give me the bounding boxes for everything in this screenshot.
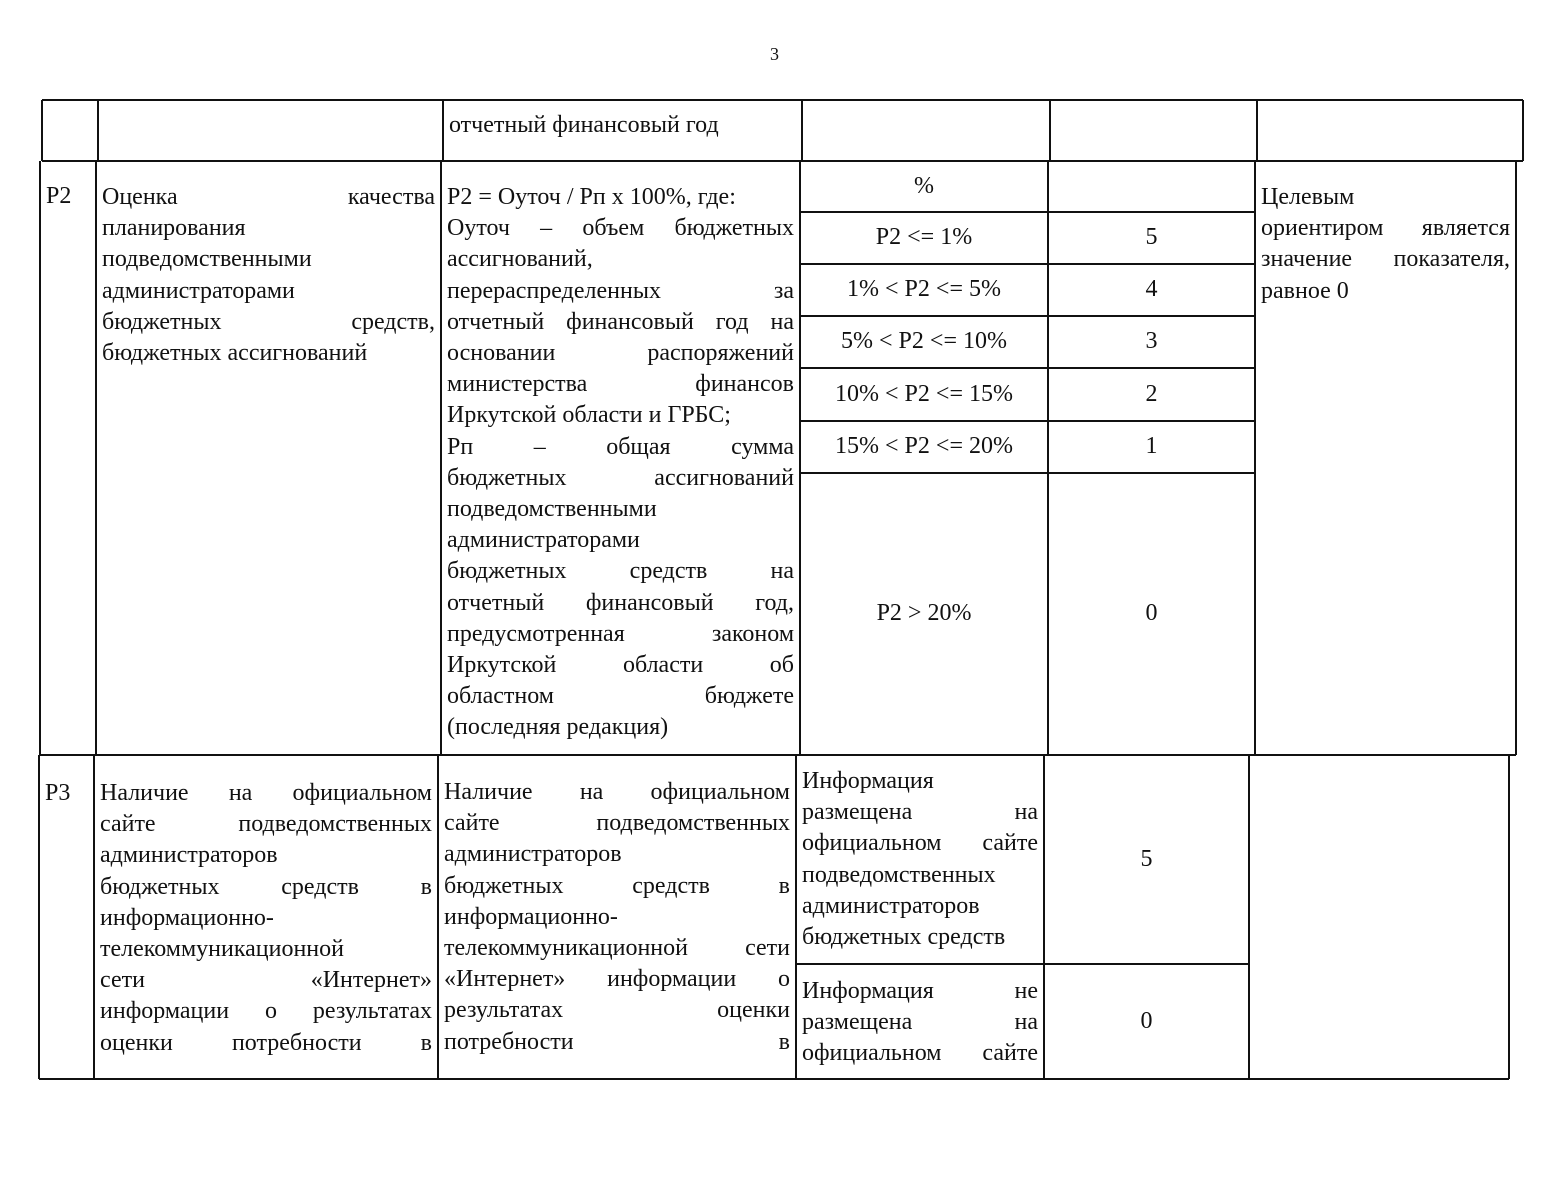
- formula-line: администраторов: [444, 841, 622, 868]
- formula-line: предусмотренная законом: [447, 620, 794, 647]
- table-border-vertical: [1508, 755, 1510, 1079]
- note-line: равное 0: [1261, 277, 1349, 304]
- range-condition: 15% < Р2 <= 20%: [835, 433, 1013, 460]
- criterion-name-line: планирования: [102, 215, 246, 242]
- note-line: ориентиром является: [1261, 215, 1510, 242]
- table-border-vertical: [39, 161, 41, 755]
- option-line: Информация не: [802, 978, 1038, 1004]
- option-line: размещена на: [802, 799, 1038, 826]
- formula-line: бюджетных ассигнований: [447, 464, 794, 491]
- formula-line: Наличие на официальном: [444, 779, 790, 805]
- formula-line: перераспределенных за: [447, 277, 794, 304]
- formula-line: Оуточ – объем бюджетных: [447, 215, 794, 242]
- range-score: 1: [1145, 433, 1158, 460]
- range-score: 3: [1145, 328, 1158, 355]
- name-cell-p3: [94, 778, 438, 1079]
- option-line: официальном сайте: [802, 1040, 1038, 1067]
- code-cell-p3: [39, 778, 94, 840]
- formula-line: министерства финансов: [447, 371, 794, 398]
- formula-line: Иркутской области об: [447, 652, 794, 679]
- criterion-name-line: информации о результатах: [100, 998, 432, 1025]
- criterion-name-line: сайте подведомственных: [100, 811, 432, 838]
- option-line: бюджетных средств: [802, 924, 1006, 951]
- range-condition: Р2 > 20%: [876, 600, 972, 627]
- criterion-name-line: администраторами: [102, 277, 295, 304]
- formula-line: областном бюджете: [447, 683, 794, 710]
- formula-line: информационно-: [444, 903, 618, 930]
- formula-line: бюджетных средств на: [447, 558, 794, 585]
- formula-line: (последняя редакция): [447, 714, 669, 741]
- formula-line: Иркутской области и ГРБС;: [447, 402, 731, 429]
- formula-cell-continuation: [443, 110, 802, 161]
- range-score: 4: [1145, 276, 1158, 303]
- formula-line: отчетный финансовый год на: [447, 308, 794, 335]
- range-condition: 1% < Р2 <= 5%: [847, 276, 1001, 303]
- criterion-name-line: бюджетных средств,: [102, 308, 435, 335]
- range-score: 5: [1145, 224, 1158, 251]
- note-line: значение показателя,: [1261, 246, 1510, 273]
- criterion-name-line: сети «Интернет»: [100, 967, 432, 994]
- range-condition: Р2 <= 1%: [875, 224, 973, 251]
- note-line: Целевым: [1261, 184, 1355, 210]
- formula-line: бюджетных средств в: [444, 872, 790, 899]
- table-border-horizontal: [42, 99, 1523, 101]
- formula-cell-p3: [438, 777, 796, 1079]
- range-condition: 5% < Р2 <= 10%: [841, 328, 1007, 355]
- criterion-name-line: подведомственными: [102, 246, 312, 273]
- table-border-vertical: [1522, 100, 1524, 161]
- formula-line: Рп – общая сумма: [447, 433, 794, 460]
- formula-line: результатах оценки: [444, 997, 790, 1024]
- option-score: 0: [1140, 1007, 1153, 1034]
- option-line: подведомственных: [802, 861, 996, 888]
- criterion-name-line: администраторов: [100, 842, 278, 869]
- option-score: 5: [1140, 845, 1153, 872]
- page-number: 3: [770, 44, 779, 64]
- formula-line: телекоммуникационной сети: [444, 935, 790, 962]
- criterion-code: Р3: [45, 780, 71, 806]
- unit-cell: %: [914, 172, 934, 199]
- criterion-code: Р2: [46, 183, 72, 209]
- option-line: официальном сайте: [802, 830, 1038, 857]
- option-line: размещена на: [802, 1009, 1038, 1036]
- criterion-name-line: Оценка качества: [102, 184, 435, 210]
- name-cell-p2: [96, 182, 441, 755]
- formula-line: сайте подведомственных: [444, 810, 790, 837]
- table-border-vertical: [1256, 100, 1258, 161]
- formula-line: подведомственными: [447, 496, 657, 523]
- formula-line: отчетный финансовый год,: [447, 589, 794, 616]
- criterion-name-line: информационно-: [100, 904, 274, 931]
- option-cell-not-posted: [796, 976, 1044, 1079]
- criterion-name-line: Наличие на официальном: [100, 780, 432, 806]
- formula-line: ассигнований,: [447, 246, 593, 273]
- option-line: администраторов: [802, 892, 980, 919]
- range-condition: 10% < Р2 <= 15%: [835, 380, 1013, 407]
- formula-line: потребности в: [444, 1028, 790, 1055]
- criterion-name-line: бюджетных ассигнований: [102, 340, 368, 367]
- criterion-name-line: бюджетных средств в: [100, 873, 432, 900]
- note-cell-p2: [1255, 182, 1516, 755]
- option-line: Информация: [802, 768, 934, 794]
- formula-line: основании распоряжений: [447, 340, 794, 367]
- formula-line: «Интернет» информации о: [444, 966, 790, 993]
- code-cell-p2: [40, 181, 96, 240]
- criterion-name-line: оценки потребности в: [100, 1029, 432, 1056]
- formula-cell-p2: [441, 182, 800, 755]
- formula-line: Р2 = Оуточ / Рп x 100%, где:: [447, 184, 736, 210]
- range-score: 0: [1145, 600, 1158, 627]
- option-cell-posted: [796, 766, 1044, 964]
- table-border-vertical: [97, 100, 99, 161]
- formula-text: отчетный финансовый год: [449, 112, 719, 138]
- formula-line: администраторами: [447, 527, 640, 554]
- table-border-vertical: [1049, 100, 1051, 161]
- range-score: 2: [1145, 380, 1158, 407]
- criterion-name-line: телекоммуникационной: [100, 936, 344, 963]
- table-border-vertical: [41, 100, 43, 161]
